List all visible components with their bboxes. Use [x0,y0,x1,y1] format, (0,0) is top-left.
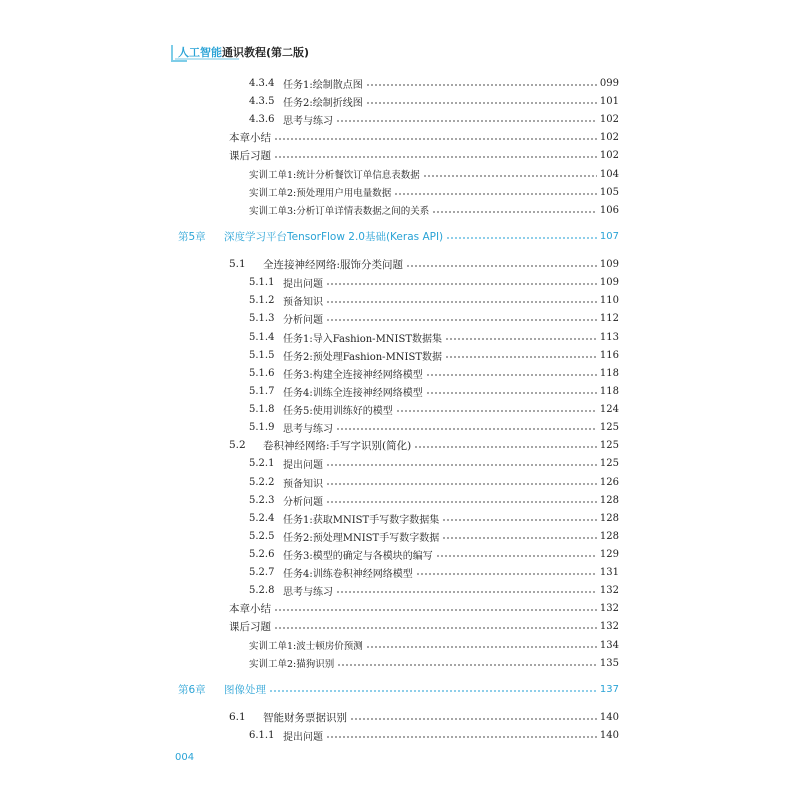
toc-entry[interactable] [249,310,619,326]
toc-entry-page: 128 [599,494,619,506]
toc-entry-page: 125 [599,457,619,469]
toc-entry-title: 任务1:导入Fashion-MNIST数据集 [283,333,443,345]
toc-entry[interactable] [249,365,619,381]
toc-entry-page: 099 [599,77,619,89]
toc-entry-title: 分析问题 [283,496,323,508]
toc-chapter-entry[interactable] [178,681,619,697]
toc-entry-title: 深度学习平台TensorFlow 2.0基础(Keras API) [224,230,444,243]
dot-leader [426,374,597,376]
toc-entry-number: 4.3.4 [249,77,275,89]
toc-chapter-entry[interactable] [178,228,619,244]
toc-entry-title: 智能财务票据识别 [263,711,347,724]
toc-entry-number: 5.2.8 [249,584,275,596]
toc-entry-number: 6.1.1 [249,729,275,741]
dot-leader [326,736,597,738]
dot-leader [426,392,597,394]
toc-entry-title: 实训工单2:预处理用户用电量数据 [249,188,392,199]
toc-entry[interactable] [249,637,619,653]
dot-leader [432,211,597,213]
toc-entry-number: 6.1 [229,711,246,723]
toc-entry-title: 本章小结 [229,602,271,615]
toc-entry-number: 5.2.7 [249,566,275,578]
toc-entry-page: 129 [599,548,619,560]
dot-leader [366,646,597,648]
toc-entry-page: 125 [599,421,619,433]
toc-entry-title: 任务1:绘制散点图 [283,79,363,91]
toc-entry[interactable] [229,129,619,145]
toc-entry-number: 5.1.1 [249,276,275,288]
dot-leader [442,519,597,521]
dot-leader [350,718,597,720]
toc-entry-page: 109 [599,258,619,270]
toc-entry-page: 107 [599,230,619,242]
toc-entry-page: 116 [599,349,619,361]
toc-entry[interactable] [229,437,619,453]
toc-entry-page: 128 [599,512,619,524]
toc-entry[interactable] [229,600,619,616]
toc-entry-number: 5.2.2 [249,476,275,488]
dot-leader [269,690,597,692]
toc-entry-title: 课后习题 [229,620,271,633]
toc-entry-number: 5.1 [229,258,246,270]
toc-entry-title: 任务4:训练全连接神经网络模型 [283,387,423,399]
toc-entry[interactable] [249,492,619,508]
dot-leader [423,175,597,177]
toc-entry[interactable] [249,292,619,308]
toc-entry[interactable] [249,455,619,471]
toc-entry-title: 实训工单1:统计分析餐饮订单信息表数据 [249,170,420,181]
toc-entry[interactable] [249,202,619,218]
dot-leader [336,428,597,430]
toc-entry-title: 分析问题 [283,314,323,326]
dot-leader [442,537,597,539]
toc-entry-page: 126 [599,476,619,488]
toc-entry-page: 101 [599,95,619,107]
toc-entry-number: 第6章 [178,683,206,696]
toc-entry-title: 任务2:绘制折线图 [283,97,363,109]
toc-entry-page: 118 [599,367,619,379]
toc-entry[interactable] [249,184,619,200]
toc-entry-title: 课后习题 [229,149,271,162]
toc-entry-page: 124 [599,403,619,415]
toc-entry[interactable] [249,75,619,91]
page-number: 004 [175,752,195,763]
toc-entry-title: 卷积神经网络:手写字识别(简化) [263,439,412,452]
dot-leader [366,84,597,86]
toc-entry-number: 4.3.5 [249,95,275,107]
dot-leader [326,283,597,285]
dot-leader [416,573,597,575]
toc-entry[interactable] [249,655,619,671]
toc-entry[interactable] [249,582,619,598]
dot-leader [326,301,597,303]
dot-leader [336,591,597,593]
toc-entry-number: 5.2.3 [249,494,275,506]
toc-entry[interactable] [229,147,619,163]
dot-leader [394,193,597,195]
toc-entry-title: 任务2:预处理MNIST手写数字数据 [283,532,440,544]
toc-entry-title: 任务2:预处理Fashion-MNIST数据 [283,351,443,363]
dot-leader [414,446,597,448]
dot-leader [445,338,597,340]
toc-entry-number: 5.1.7 [249,385,275,397]
toc-entry-page: 105 [599,186,619,198]
toc-entry-title: 实训工单1:波士顿房价预测 [249,641,363,652]
toc-entry-title: 任务4:训练卷积神经网络模型 [283,568,413,580]
toc-entry-page: 113 [599,331,619,343]
toc-entry[interactable] [249,166,619,182]
toc-entry-number: 5.1.2 [249,294,275,306]
toc-entry-page: 135 [599,657,619,669]
toc-entry-title: 提出问题 [283,731,323,743]
toc-entry[interactable] [249,528,619,544]
toc-entry-page: 134 [599,639,619,651]
toc-entry-title: 实训工单2:猫狗识别 [249,659,335,670]
dot-leader [274,138,597,140]
dot-leader [274,156,597,158]
dot-leader [366,102,597,104]
toc-entry-number: 5.1.4 [249,331,275,343]
dot-leader [336,120,597,122]
toc-entry-number: 5.1.9 [249,421,275,433]
toc-entry-title: 实训工单3:分析订单详情表数据之间的关系 [249,206,430,217]
book-title-rest: 通识教程(第二版) [222,46,310,59]
dot-leader [274,609,597,611]
toc-entry-page: 140 [599,711,619,723]
toc-entry[interactable] [249,546,619,562]
toc-entry-number: 5.1.8 [249,403,275,415]
toc-entry[interactable] [249,383,619,399]
toc-entry-title: 本章小结 [229,131,271,144]
toc-entry-number: 5.1.3 [249,312,275,324]
book-title-accent: 人工智能 [178,46,222,59]
toc-entry-page: 128 [599,530,619,542]
toc-entry-number: 4.3.6 [249,113,275,125]
dot-leader [326,464,597,466]
toc-entry-title: 思考与练习 [283,115,333,127]
toc-entry-title: 任务5:使用训练好的模型 [283,405,393,417]
toc-entry[interactable] [249,564,619,580]
dot-leader [445,356,597,358]
dot-leader [396,410,597,412]
dot-leader [446,237,597,239]
toc-entry-page: 112 [599,312,619,324]
toc-entry-title: 预备知识 [283,478,323,490]
toc-entry-number: 5.2.5 [249,530,275,542]
dot-leader [436,555,597,557]
toc-entry-title: 提出问题 [283,459,323,471]
dot-leader [326,501,597,503]
toc-entry-page: 140 [599,729,619,741]
toc-entry-number: 5.2 [229,439,246,451]
toc-entry[interactable] [229,618,619,634]
toc-entry-page: 102 [599,149,619,161]
toc-entry-title: 任务1:获取MNIST手写数字数据集 [283,514,440,526]
toc-entry-page: 106 [599,204,619,216]
toc-entry-title: 任务3:模型的确定与各模块的编写 [283,550,433,562]
toc-entry[interactable] [249,474,619,490]
toc-entry-page: 104 [599,168,619,180]
dot-leader [274,627,597,629]
toc-entry-number: 5.2.4 [249,512,275,524]
toc-entry-page: 137 [599,683,619,695]
dot-leader [406,265,597,267]
toc-entry-page: 131 [599,566,619,578]
toc-entry-number: 5.1.5 [249,349,275,361]
toc-entry-title: 图像处理 [224,683,266,696]
dot-leader [326,319,597,321]
toc-entry-title: 任务3:构建全连接神经网络模型 [283,369,423,381]
toc-entry[interactable] [249,510,619,526]
toc-entry-number: 第5章 [178,230,206,243]
toc-entry[interactable] [249,111,619,127]
toc-entry-page: 132 [599,620,619,632]
toc-entry[interactable] [249,401,619,417]
toc-entry-title: 预备知识 [283,296,323,308]
toc-entry-page: 118 [599,385,619,397]
toc-entry[interactable] [249,274,619,290]
toc-entry-number: 5.2.6 [249,548,275,560]
toc-entry[interactable] [249,329,619,345]
toc-entry-page: 109 [599,276,619,288]
toc-entry-page: 102 [599,131,619,143]
toc-entry-title: 提出问题 [283,278,323,290]
toc-entry-title: 思考与练习 [283,586,333,598]
toc-entry-page: 110 [599,294,619,306]
toc-entry-page: 132 [599,602,619,614]
toc-entry-title: 思考与练习 [283,423,333,435]
toc-entry-number: 5.2.1 [249,457,275,469]
toc-entry[interactable] [229,709,619,725]
toc-entry[interactable] [229,256,619,272]
dot-leader [337,664,597,666]
dot-leader [326,483,597,485]
toc-entry[interactable] [249,419,619,435]
toc-entry[interactable] [249,727,619,743]
toc-entry-title: 全连接神经网络:服饰分类问题 [263,258,404,271]
toc-entry[interactable] [249,93,619,109]
toc-entry[interactable] [249,347,619,363]
toc-entry-page: 102 [599,113,619,125]
toc-entry-number: 5.1.6 [249,367,275,379]
toc-entry-page: 125 [599,439,619,451]
toc-entry-page: 132 [599,584,619,596]
